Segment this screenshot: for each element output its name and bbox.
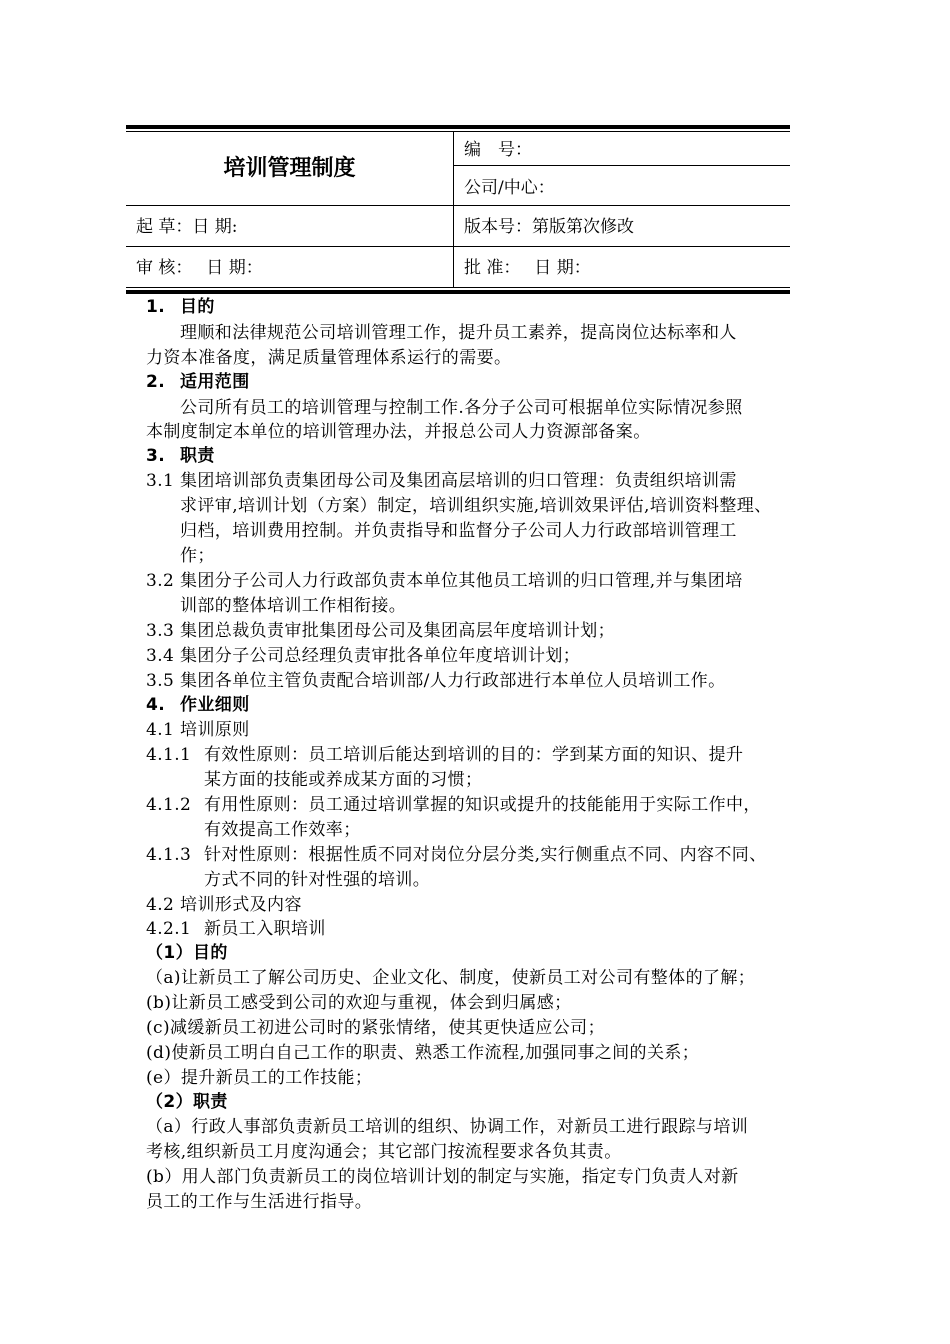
list-item: (c)减缓新员工初进公司时的紧张情绪，使其更快适应公司； [146,1018,605,1038]
section-title: 职责 [180,446,215,466]
item-number: 3.1 [146,471,175,491]
section-heading [146,370,250,394]
section-heading [146,295,215,319]
list-item: （a)让新员工了解公司历史、企业文化、制度，使新员工对公司有整体的了解； [146,968,756,988]
paragraph-line: 力资本准备度，满足质量管理体系运行的需要。 [146,348,512,368]
item-line: 求评审,培训计划（方案）制定，培训组织实施,培训效果评估,培训资料整理、 [180,496,772,516]
section-title: 作业细则 [180,695,250,715]
item-line: 有效提高工作效率； [204,820,361,840]
section-heading [146,444,215,468]
draft-label: 起 草：日 期: [136,217,238,237]
paragraph-line: 理顺和法律规范公司培训管理工作，提升员工素养，提高岗位达标率和人 [180,323,737,343]
table-row-divider [126,205,790,206]
section-title: 适用范围 [180,372,250,392]
paragraph-line: 公司所有员工的培训管理与控制工作.各分子公司可根据单位实际情况参照 [180,398,743,418]
review-label: 审 核： 日 期： [136,258,263,278]
table-row-divider [126,246,790,247]
list-item: （a）行政人事部负责新员工培训的组织、协调工作，对新员工进行跟踪与培训 [146,1117,749,1137]
section-heading [146,693,250,717]
version-label: 版本号：第版第次修改 [464,217,634,237]
table-row-divider [454,165,790,166]
list-item: (b)让新员工感受到公司的欢迎与重视，体会到归属感； [146,993,572,1013]
bottom-thick-rule [126,290,790,294]
approve-label: 批 准： 日 期： [464,258,591,278]
item-line: 集团分子公司总经理负责审批各单位年度培训计划； [180,646,581,666]
bottom-thin-rule [126,287,790,288]
item-number: 4.1.3 [146,845,192,865]
item-line: 有用性原则：员工通过培训掌握的知识或提升的技能能用于实际工作中， [204,795,761,815]
table-vertical-divider [453,132,454,287]
item-line: 集团分子公司人力行政部负责本单位其他员工培训的归口管理,并与集团培 [180,571,743,591]
paragraph-line: 本制度制定本单位的培训管理办法，并报总公司人力资源部备案。 [146,422,651,442]
item-line: 集团培训部负责集团母公司及集团高层培训的归口管理：负责组织培训需 [180,471,737,491]
item-line: 有效性原则：员工培训后能达到培训的目的：学到某方面的知识、提升 [204,745,744,765]
section-number: 4. [146,695,166,715]
item-line: 归档，培训费用控制。并负责指导和监督分子公司人力行政部培训管理工 [180,521,737,541]
item-number: 3.5 [146,671,175,691]
item-line: 新员工入职培训 [204,919,326,939]
list-item: (e）提升新员工的工作技能； [146,1068,373,1088]
company-label: 公司/中心： [464,178,555,198]
subsection-heading: 4.1 培训原则 [146,720,250,740]
item-line: 集团各单位主管负责配合培训部/人力行政部进行本单位人员培训工作。 [180,671,726,691]
item-number: 3.3 [146,621,175,641]
section-number: 1. [146,297,166,317]
item-number: 4.2.1 [146,919,192,939]
part-heading: （1）目的 [146,943,228,963]
item-line: 针对性原则：根据性质不同对岗位分层分类,实行侧重点不同、内容不同、 [204,845,767,865]
item-number: 3.2 [146,571,175,591]
item-line: 方式不同的针对性强的培训。 [204,870,431,890]
item-number: 3.4 [146,646,175,666]
item-line: 作； [180,546,215,566]
list-item: (b）用人部门负责新员工的岗位培训计划的制定与实施，指定专门负责人对新 [146,1167,739,1187]
item-number: 4.1.2 [146,795,192,815]
item-line: 某方面的技能或养成某方面的习惯； [204,770,483,790]
part-heading: （2）职责 [146,1092,228,1112]
item-number: 4.1.1 [146,745,192,765]
item-line: 训部的整体培训工作相衔接。 [180,596,407,616]
document-title: 培训管理制度 [223,155,356,181]
list-item: (d)使新员工明白自己工作的职责、熟悉工作流程,加强同事之间的关系； [146,1043,700,1063]
subsection-heading: 4.2 培训形式及内容 [146,895,302,915]
item-line: 集团总裁负责审批集团母公司及集团高层年度培训计划； [180,621,615,641]
section-number: 2. [146,372,166,392]
top-thick-rule [126,125,790,129]
list-item: 员工的工作与生活进行指导。 [146,1192,373,1212]
list-item: 考核,组织新员工月度沟通会；其它部门按流程要求各负其责。 [146,1142,622,1162]
number-label: 编 号： [464,140,532,160]
section-title: 目的 [180,297,215,317]
section-number: 3. [146,446,166,466]
